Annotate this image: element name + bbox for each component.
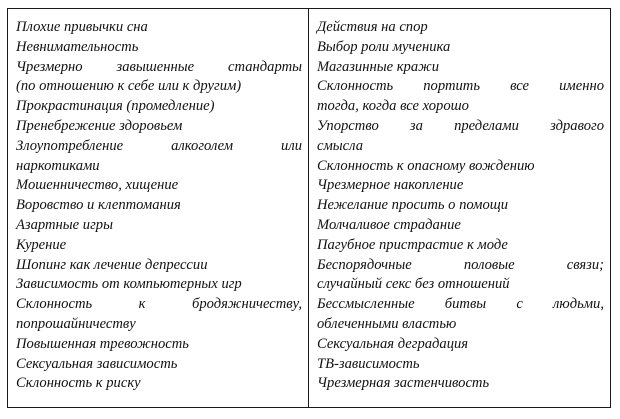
list-item-line: Мошенничество, хищение — [16, 177, 179, 194]
list-item-line: Повышенная тревожность — [16, 335, 189, 352]
list-item-line: Нежелание просить о помощи — [317, 197, 509, 214]
list-item — [16, 335, 302, 355]
list-item — [317, 236, 604, 256]
list-item-line: Чрезмерно завышенные стандарты — [16, 58, 302, 75]
list-item — [16, 216, 302, 236]
list-item-line: Действия на спор — [317, 19, 428, 35]
list-item-line: попрошайничеству — [16, 315, 136, 332]
list-item-line: смысла — [317, 137, 363, 154]
list-item — [317, 355, 604, 375]
list-item — [16, 117, 302, 137]
list-item — [16, 275, 302, 295]
list-item-line: Пагубное пристрастие к моде — [317, 236, 508, 253]
list-item — [317, 157, 604, 177]
list-item-line: Злоупотребление алкоголем или — [16, 137, 302, 154]
list-item — [16, 196, 302, 216]
list-item-line: облеченными властью — [317, 315, 457, 332]
list-item-line: тогда, когда все хорошо — [317, 98, 469, 115]
list-item-line: Пренебрежение здоровьем — [16, 117, 183, 134]
list-item-line: Молчаливое страдание — [317, 216, 461, 233]
list-item-line: Чрезмерное накопление — [317, 177, 464, 194]
list-item — [317, 77, 604, 117]
list-item-line: Шопинг как лечение депрессии — [16, 256, 208, 273]
list-item — [16, 295, 302, 335]
habits-table — [7, 8, 611, 408]
list-item — [16, 97, 302, 117]
list-item — [317, 335, 604, 355]
list-item — [16, 137, 302, 177]
list-item-line: Беспорядочные половые связи; — [317, 256, 604, 273]
list-item-line: Плохие привычки сна — [16, 19, 148, 35]
list-item-line: Бессмысленные битвы с людьми, — [317, 296, 604, 313]
list-item-line: Выбор роли мученика — [317, 38, 451, 55]
list-item — [16, 38, 302, 58]
list-item-line: наркотиками — [16, 157, 100, 174]
list-item — [317, 256, 604, 296]
list-item — [317, 117, 604, 157]
list-item-line: Чрезмерная застенчивость — [317, 375, 490, 392]
list-item — [317, 196, 604, 216]
right-column — [309, 9, 610, 407]
list-item-line: Магазинные кражи — [317, 58, 440, 75]
list-item-line: случайный секс без отношений — [317, 276, 510, 293]
list-item — [317, 176, 604, 196]
list-item — [317, 58, 604, 78]
list-item — [317, 295, 604, 335]
list-item-line: Азартные игры — [16, 216, 113, 233]
list-item-line: Прокрастинация (промедление) — [16, 98, 215, 115]
list-item-line: Склонность к бродяжничеству, — [16, 296, 302, 313]
list-item — [16, 256, 302, 276]
list-item — [16, 236, 302, 256]
list-item-line: Курение — [16, 236, 67, 253]
list-item-line: Сексуальная деградация — [317, 335, 469, 352]
list-item — [317, 374, 604, 394]
list-item — [16, 355, 302, 375]
left-column — [8, 9, 309, 407]
list-item — [317, 216, 604, 236]
list-item-line: ТВ-зависимость — [317, 355, 420, 372]
list-item-line: Сексуальная зависимость — [16, 355, 178, 372]
list-item-line: Невнимательность — [16, 38, 139, 55]
list-item — [317, 18, 604, 38]
list-item-line: (по отношению к себе или к другим) — [16, 78, 242, 95]
list-item — [317, 38, 604, 58]
list-item-line: Воровство и клептомания — [16, 197, 181, 214]
list-item-line: Склонность к риску — [16, 375, 141, 392]
list-item — [16, 58, 302, 98]
list-item-line: Зависимость от компьютерных игр — [16, 276, 242, 293]
list-item-line: Склонность портить все именно — [317, 78, 604, 95]
list-item — [16, 176, 302, 196]
list-item — [16, 374, 302, 394]
list-item — [16, 18, 302, 38]
list-item-line: Упорство за пределами здравого — [317, 117, 604, 134]
list-item-line: Склонность к опасному вождению — [317, 157, 535, 174]
